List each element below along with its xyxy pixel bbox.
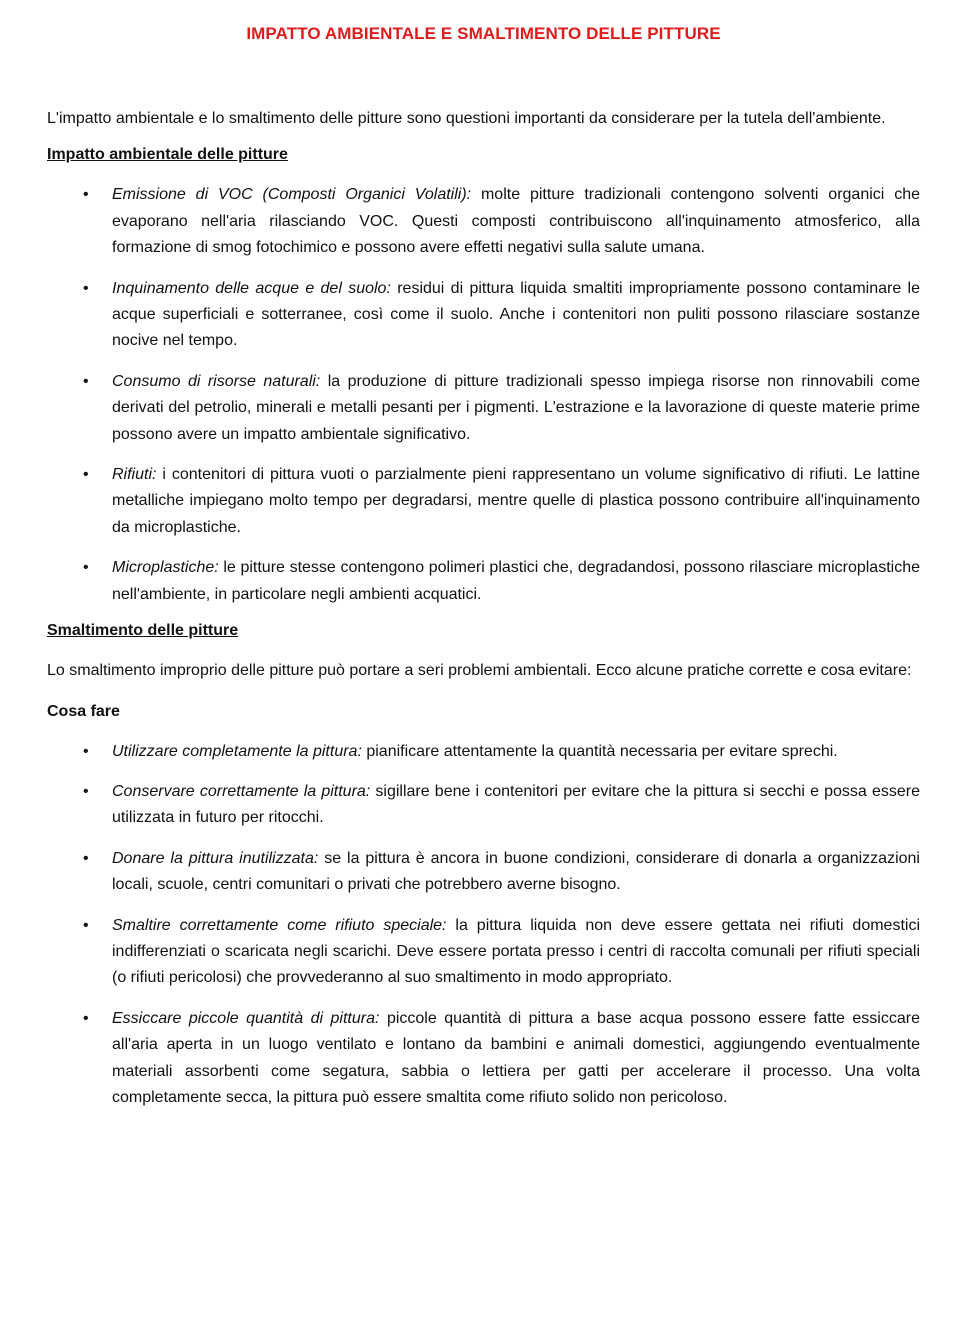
item-lead: Consumo di risorse naturali: <box>112 372 321 390</box>
item-text: se la pittura è ancora in buone condizioni, considerare di donarla a organizzazioni locali, scuole, centri comunitari o privati che potrebbero averne bisogno. <box>112 849 920 894</box>
impatto-list <box>47 182 920 608</box>
section-heading-impatto: Impatto ambientale delle pitture <box>47 146 288 164</box>
item-lead: Inquinamento delle acque e del suolo: <box>112 279 391 297</box>
item-text: le pitture stesse contengono polimeri plastici che, degradandosi, possono rilasciare microplastiche nell'ambiente, in particolare negli ambienti acquatici. <box>112 559 920 603</box>
bullet-icon: • <box>83 782 89 800</box>
bullet-icon: • <box>83 916 89 934</box>
item-text: la pittura liquida non deve essere gettata nei rifiuti domestici indifferenziati o scaricata negli scarichi. Deve essere portata presso i centri di raccolta comunali per rifiuti speciali (o rifiuti pericolosi) che provvederanno al suo smaltimento in modo appropriato. <box>112 916 920 987</box>
item-lead: Conservare correttamente la pittura: <box>112 782 371 800</box>
item-lead: Donare la pittura inutilizzata: <box>112 849 319 867</box>
item-text: molte pitture tradizionali contengono solventi organici che evaporano nell'aria rilasciando VOC. Questi composti contribuiscono all'inquinamento atmosferico, alla formazione di smog fotochimico e possono avere effetti negativi sulla salute umana. <box>112 186 921 257</box>
cosa-fare-list <box>47 739 920 1112</box>
bullet-icon: • <box>83 279 89 297</box>
item-lead: Utilizzare completamente la pittura: <box>112 742 362 760</box>
item-lead: Emissione di VOC (Composti Organici Volatili): <box>112 186 472 204</box>
list-item <box>47 913 920 992</box>
item-text: pianificare attentamente la quantità necessaria per evitare sprechi. <box>361 742 838 760</box>
item-text: i contenitori di pittura vuoti o parzialmente pieni rappresentano un volume significativo di rifiuti. Le lattine metalliche impiegano molto tempo per degradarsi, mentre quelle di plastica possono contribuire all'inquinamento da microplastiche. <box>112 466 920 536</box>
list-item <box>47 276 920 355</box>
bullet-icon: • <box>83 742 89 760</box>
bullet-icon: • <box>83 559 89 577</box>
item-lead: Essiccare piccole quantità di pittura: <box>112 1009 380 1027</box>
item-lead: Rifiuti: <box>112 466 157 484</box>
bullet-icon: • <box>83 1009 89 1027</box>
bullet-icon: • <box>83 186 89 204</box>
smaltimento-intro: Lo smaltimento improprio delle pitture può portare a seri problemi ambientali. Ecco alcune pratiche corrette e cosa evitare: <box>47 662 912 680</box>
list-item <box>47 555 920 608</box>
bullet-icon: • <box>83 849 89 867</box>
item-lead: Microplastiche: <box>112 559 219 577</box>
list-item <box>47 739 920 765</box>
list-item <box>47 462 920 541</box>
bullet-icon: • <box>83 372 89 390</box>
item-text: sigillare bene i contenitori per evitare che la pittura si secchi e possa essere utilizzata in futuro per ritocchi. <box>112 782 920 827</box>
intro-paragraph: L'impatto ambientale e lo smaltimento delle pitture sono questioni importanti da considerare per la tutela dell'ambiente. <box>47 110 886 127</box>
item-text: la produzione di pitture tradizionali spesso impiega risorse non rinnovabili come derivati del petrolio, minerali e metalli pesanti per i pigmenti. L'estrazione e la lavorazione di queste materie prime possono avere un impatto ambientale significativo. <box>112 372 920 443</box>
item-text: residui di pittura liquida smaltiti impropriamente possono contaminare le acque superficiali e sotterranee, così come il suolo. Anche i contenitori non puliti possono rilasciare sostanze nocive nel tempo. <box>112 279 921 350</box>
list-item <box>47 1006 920 1112</box>
list-item <box>47 779 920 832</box>
bullet-icon: • <box>83 466 89 484</box>
document-title: IMPATTO AMBIENTALE E SMALTIMENTO DELLE PITTURE <box>246 24 721 43</box>
item-lead: Smaltire correttamente come rifiuto speciale: <box>112 916 447 934</box>
item-text: piccole quantità di pittura a base acqua possono essere fatte essiccare all'aria aperta in un luogo ventilato e lontano da bambini e animali domestici, aggiungendo eventualmente materiali assorbenti come segatura, sabbia o lettiera per gatti per accelerare il processo. Una volta completamente secca, la pittura può essere smaltita come rifiuto solido non pericoloso. <box>112 1009 920 1106</box>
document-page <box>47 22 920 1111</box>
list-item <box>47 369 920 448</box>
section-heading-smaltimento: Smaltimento delle pitture <box>47 622 239 640</box>
subheading-cosa-fare: Cosa fare <box>47 702 120 720</box>
list-item <box>47 182 920 261</box>
list-item <box>47 846 920 899</box>
